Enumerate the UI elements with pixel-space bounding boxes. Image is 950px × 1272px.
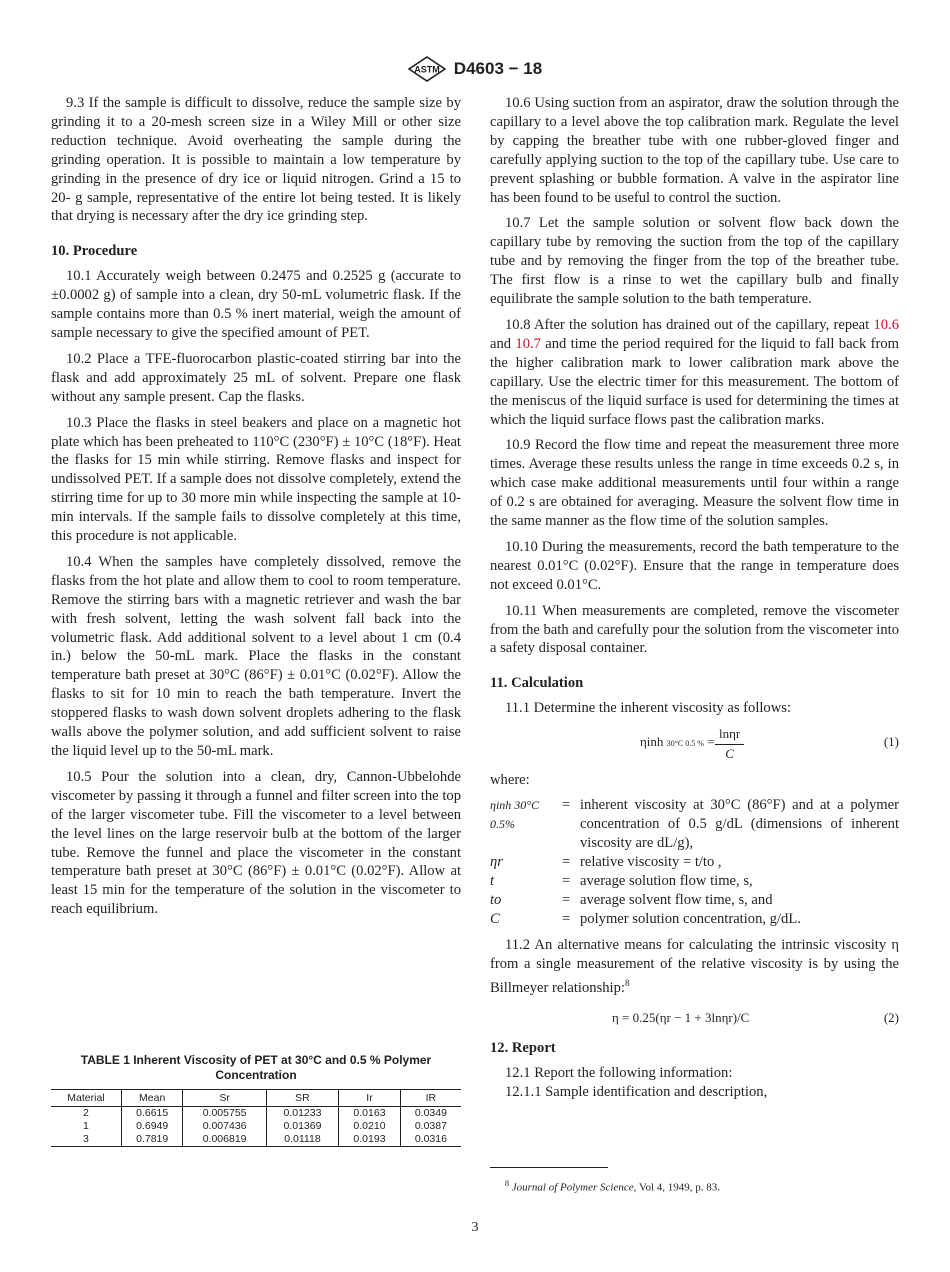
paragraph-12-1: 12.1 Report the following information: xyxy=(505,1064,733,1081)
paragraph-10-6: 10.6 Using suction from an aspirator, draw the solution through the capillary to a level above the top calibration mark. Regulate the level by capping the breather tube with one rubber-gloved finger and carefully applying suction to the top of the capillary tube. Use care to prevent splashing or bubble formation. A valve in the aspirator line has been found to be useful to control the suction. xyxy=(490,95,899,206)
footnote: $^8$ Journal of Polymer Science, Vol 4, 1949, p. 83. xyxy=(505,1179,721,1194)
table-cell: 0.01369 xyxy=(266,1120,338,1133)
table-cell: 0.0163 xyxy=(339,1107,401,1121)
table-cell: 0.0210 xyxy=(339,1120,401,1133)
table-cell: 0.0387 xyxy=(400,1120,461,1133)
equation-number: (2) xyxy=(883,1010,899,1026)
table-cell: 0.007436 xyxy=(183,1120,266,1133)
paragraph-10-7: 10.7 Let the sample solution or solvent flow back down the capillary tube by removing the suction from the top of the capillary tube and by removing the finger from the top of the breather tube. The first flow is a rinse to wet the capillary bulb and finally equilibrate the sample solution to the bath temperature. xyxy=(490,215,899,308)
table-cell: 0.006819 xyxy=(183,1133,266,1147)
equation-body: η = 0.25(ηr − 1 + 3lnηr)/C xyxy=(612,1010,750,1026)
footnote-divider xyxy=(490,1167,608,1168)
table-row xyxy=(51,1133,461,1147)
section-link-10-6[interactable]: 10.6 xyxy=(873,316,899,333)
table-cell: 0.01118 xyxy=(266,1133,338,1147)
definition-symbol: ηinh 30°C 0.5% xyxy=(490,798,540,831)
table-1 xyxy=(51,1053,461,1147)
section-heading-procedure: 10. Procedure xyxy=(51,243,138,260)
paragraph-10-8 xyxy=(490,316,899,429)
page-header xyxy=(0,56,950,82)
paragraph-10-4: 10.4 When the samples have completely dissolved, remove the flasks from the hot plate and allow them to cool to room temperature. Remove the stirring bars with a magnetic retriever and wash the bar with fresh solvent, letting the wash solvent fall back into the volumetric flask. Add additional solvent to a level about 1 cm (0.4 in.) below the 50-mL mark. Place the flasks in the constant temperature bath preset at 30°C (86°F) ± 0.01°C (0.02°F). Allow the flasks to sit for 10 min to reach the bath temperature. Invert the stoppered flasks to wash down solvent droplets adhering to the flask walls above the polymer solution, and add sufficient solvent to raise the liquid level up to the 50-mL mark. xyxy=(51,553,461,759)
table-row xyxy=(51,1120,461,1133)
definition-equals: = xyxy=(562,910,571,927)
table-cell: 0.0316 xyxy=(400,1133,461,1147)
standard-designation: D4603 − 18 xyxy=(453,59,543,78)
svg-text:ASTM: ASTM xyxy=(414,64,440,75)
definition-equals: = xyxy=(562,853,571,870)
equation-2 xyxy=(490,1005,899,1031)
paragraph-text: and time the period required for the liquid to fall back from the higher calibration mark to lower calibration mark above the capillary. Use the electric timer for this measurement. The bottom of the meniscus of the liquid surface is used for determining the times at which the liquid surface flows past the calibration marks. xyxy=(490,335,899,428)
equation-number: (1) xyxy=(883,734,899,750)
paragraph-10-11: 10.11 When measurements are completed, remove the viscometer from the bath and carefully pour the solution from the viscometer into a safety disposal container. xyxy=(490,602,899,657)
definition-text: average solvent flow time, s, and xyxy=(580,891,773,908)
table-cell: 1 xyxy=(83,1120,89,1132)
table-cell: 0.01233 xyxy=(266,1107,338,1121)
left-column xyxy=(51,94,461,926)
column-header: SR xyxy=(266,1090,338,1107)
table-cell: 3 xyxy=(51,1133,121,1147)
paragraph-11-2: 11.2 An alternative means for calculating the intrinsic viscosity η from a single measurement of the relative viscosity is by using the Billmeyer relationship:$^8$ xyxy=(490,937,899,997)
table-cell: 0.7819 xyxy=(121,1133,183,1147)
definition-symbol: to xyxy=(490,891,502,908)
paragraph-10-10: 10.10 During the measurements, record the bath temperature to the nearest 0.01°C (0.02°F). Ensure that the range in temperature does not exceed 0.01°C. xyxy=(490,538,899,593)
paragraph-9-3: 9.3 If the sample is difficult to dissolve, reduce the sample size by grinding it to a 20-mesh screen size in a Wiley Mill or other size reduction technique. Avoid overheating the sample during the grinding operation. It is possible to maintain a low temperature by grinding in the presence of dry ice or liquid nitrogen. Grind a 15 to 20- g sample, representative of the entire lot being tested. It is likely that drying is necessary after the dry ice grinding step. xyxy=(51,95,461,225)
definition-symbol: ηr xyxy=(490,853,503,870)
paragraph-10-2: 10.2 Place a TFE-fluorocarbon plastic-coated stirring bar into the flask and add approximately 25 mL of solvent. Prepare one flask without any sample present. Cap the flasks. xyxy=(51,350,461,405)
astm-logo-icon xyxy=(408,56,446,82)
column-header: IR xyxy=(400,1090,461,1107)
table-cell: 0.6949 xyxy=(121,1120,183,1133)
table-row xyxy=(51,1107,461,1121)
equation-fraction: $\frac{\ln\eta r}{C}$ xyxy=(715,725,744,764)
definition-equals: = xyxy=(562,872,571,889)
paragraph-11-1: 11.1 Determine the inherent viscosity as follows: xyxy=(505,700,792,717)
paragraph-10-3: 10.3 Place the flasks in steel beakers and place on a magnetic hot plate which has been preheated to 110°C (230°F) ± 10°C (18°F). Heat the flasks for 15 min while stirring. Remove flasks and inspect for undissolved PET. If a sample does not dissolve completely, extend the stirring time for up to 30 more min while inspecting the sample at 10-min intervals. If the sample fails to dissolve completely at this time, this procedure is not applicable. xyxy=(51,414,461,545)
section-heading-report: 12. Report xyxy=(490,1040,556,1057)
definition-text: inherent viscosity at 30°C (86°F) and at a polymer concentration of 0.5 g/dL (dimensions of inherent viscosity are dL/g), xyxy=(580,797,899,851)
column-header: Material xyxy=(51,1090,121,1107)
paragraph-10-5: 10.5 Pour the solution into a clean, dry, Cannon-Ubbelohde viscometer by passing it through a funnel and filter screen into the top of the larger viscometer tube. Fill the viscometer to a level between the level lines on the large reservoir bulb at the bottom of the larger tube. Remove the funnel and place the viscometer in the constant temperature bath preset at 30°C (86°F) ± 0.01°C (0.02°F). Allow at least 15 min for the temperature of the solution in the viscometer to reach equilibrium. xyxy=(51,768,461,918)
variable-definitions xyxy=(490,796,899,928)
table-cell: 0.0193 xyxy=(339,1133,401,1147)
equation-lhs: ηinh 30°C 0.5 % = xyxy=(640,734,715,750)
definition-text: average solution flow time, s, xyxy=(580,872,753,889)
table-cell: 2 xyxy=(83,1107,89,1119)
inherent-viscosity-table xyxy=(51,1089,461,1147)
section-link-10-7[interactable]: 10.7 xyxy=(515,335,541,352)
where-label: where: xyxy=(490,772,530,789)
definition-equals: = xyxy=(562,797,571,814)
definition-text: relative viscosity = t/to , xyxy=(580,853,722,870)
table-cell: 0.0349 xyxy=(400,1107,461,1121)
paragraph-12-1-1: 12.1.1 Sample identification and description, xyxy=(505,1083,768,1100)
paragraph-text: and xyxy=(490,335,516,352)
footnote-marker[interactable]: 8 xyxy=(624,978,630,989)
table-cell: 0.6615 xyxy=(121,1107,183,1121)
page-number: 3 xyxy=(471,1220,479,1235)
table-title: TABLE 1 Inherent Viscosity of PET at 30°C and 0.5 % Polymer Concentration xyxy=(80,1053,432,1082)
definition-equals: = xyxy=(562,891,571,908)
section-heading-calculation: 11. Calculation xyxy=(490,675,584,692)
table-cell: 0.005755 xyxy=(183,1107,266,1121)
paragraph-text: 10.8 After the solution has drained out of the capillary, repeat xyxy=(505,316,874,333)
paragraph-10-9: 10.9 Record the flow time and repeat the measurement three more times. Average these results unless the range in time exceeds 0.2 s, in which case make additional measurements until four within a range of 0.2 s are obtained for averaging. Measure the solvent flow time in the same manner as the flow time of the solution samples. xyxy=(490,437,899,530)
definition-text: polymer solution concentration, g/dL. xyxy=(580,910,801,927)
definition-symbol: C xyxy=(490,910,500,927)
equation-1 xyxy=(490,725,899,761)
right-column xyxy=(490,94,899,1102)
column-header: Ir xyxy=(339,1090,401,1107)
column-header: Mean xyxy=(121,1090,183,1107)
definition-symbol: t xyxy=(490,872,495,889)
paragraph-10-1: 10.1 Accurately weigh between 0.2475 and 0.2525 g (accurate to ±0.0002 g) of sample into a clean, dry 50-mL volumetric flask. If the sample contains more than 0.5 % inert material, weigh the amount of sample necessary to give the specified amount of PET. xyxy=(51,268,461,341)
column-header: Sr xyxy=(183,1090,266,1107)
